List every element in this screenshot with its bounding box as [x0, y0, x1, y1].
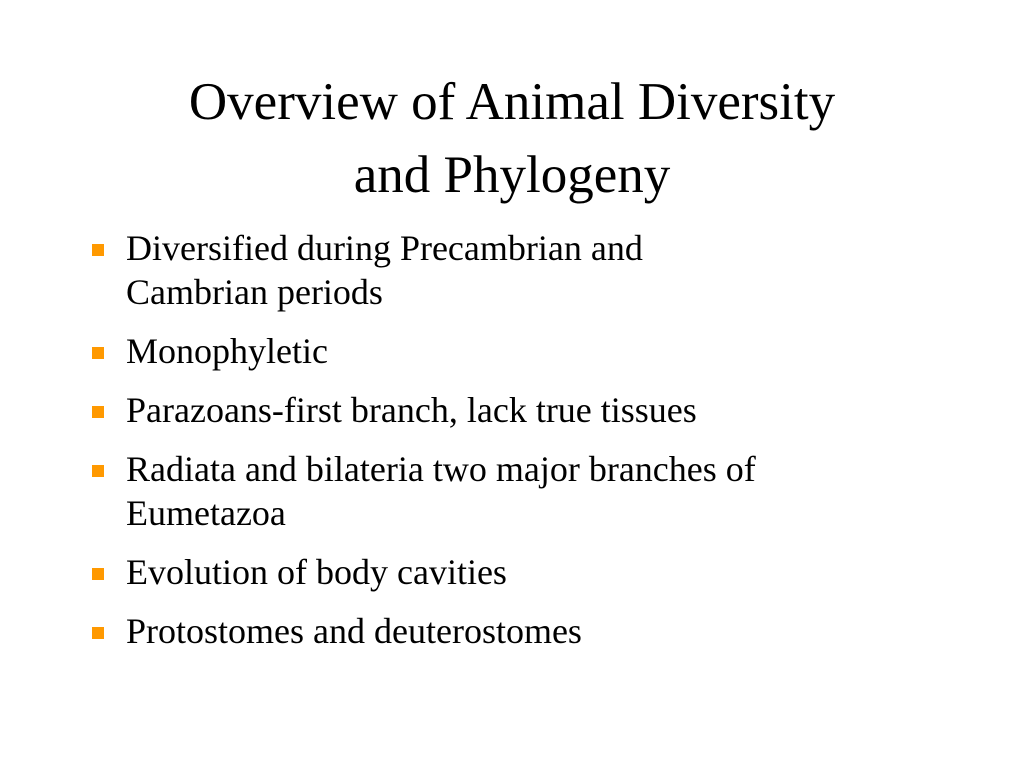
bullet-text-line-1: Protostomes and deuterostomes [126, 611, 582, 651]
square-bullet-icon [92, 627, 104, 639]
bullet-list [89, 226, 949, 668]
bullet-item-diversified [89, 226, 949, 314]
square-bullet-icon [92, 244, 104, 256]
bullet-item-parazoans [89, 388, 949, 432]
bullet-text-line-2: Eumetazoa [126, 493, 286, 533]
bullet-text-line-1: Evolution of body cavities [126, 552, 507, 592]
square-bullet-icon [92, 406, 104, 418]
slide-title-line-2: and Phylogeny [353, 146, 671, 204]
square-bullet-icon [92, 465, 104, 477]
bullet-text-line-1: Radiata and bilateria two major branches of [126, 449, 756, 489]
bullet-text-line-1: Monophyletic [126, 331, 328, 371]
bullet-text-line-2: Cambrian periods [126, 272, 383, 312]
bullet-item-body-cavities [89, 550, 949, 594]
bullet-item-protostomes [89, 609, 949, 653]
slide-title [72, 66, 952, 212]
square-bullet-icon [92, 347, 104, 359]
square-bullet-icon [92, 568, 104, 580]
bullet-text-line-1: Parazoans-first branch, lack true tissues [126, 390, 697, 430]
bullet-item-monophyletic [89, 329, 949, 373]
slide-title-line-1: Overview of Animal Diversity [188, 73, 836, 131]
bullet-item-radiata-bilateria [89, 447, 949, 535]
bullet-text-line-1: Diversified during Precambrian and [126, 228, 643, 268]
